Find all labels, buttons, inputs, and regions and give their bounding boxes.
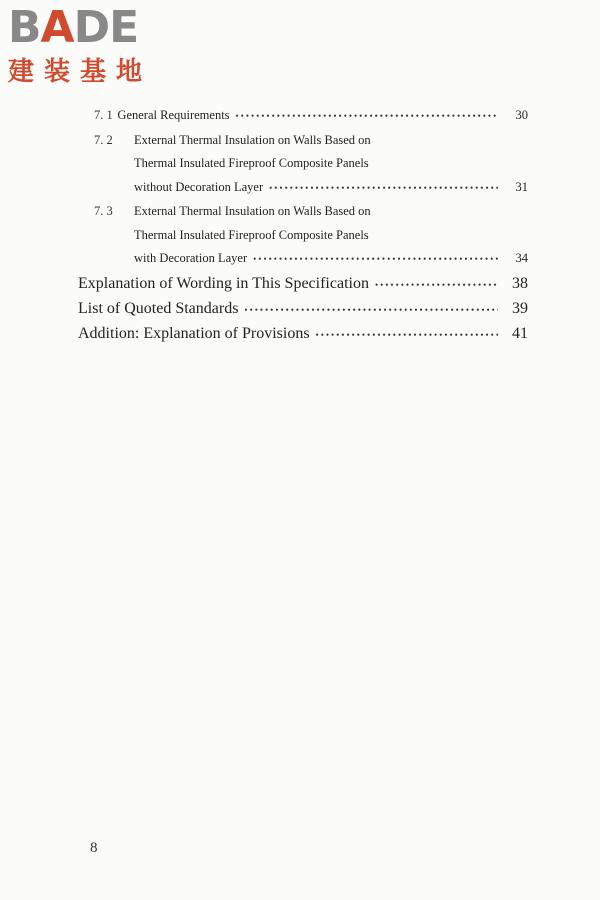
toc-entry-title-line: without Decoration Layer [134,179,264,194]
table-of-contents [78,104,528,347]
toc-entry-page: 38 [512,274,528,292]
toc-entry-7-3 [78,200,528,224]
toc-entry-list-of-quoted-standards [78,297,528,322]
bade-logo [8,2,188,90]
toc-entry-title: Addition: Explanation of Provisions [78,324,310,342]
toc-leader-dots [316,323,498,347]
toc-entry-title-line: Thermal Insulated Fireproof Composite Panels [134,227,369,242]
toc-entry-page: 31 [515,179,528,194]
toc-entry-number: 7. 1 [94,108,113,122]
toc-leader-dots [253,248,498,272]
toc-entry-title-line: Thermal Insulated Fireproof Composite Panels [134,156,369,170]
toc-entry-7-1 [78,104,528,129]
toc-entry-explanation-of-wording [78,272,528,297]
toc-entry-number: 7. 2 [94,132,113,147]
toc-entry-title-line: External Thermal Insulation on Walls Based on [134,204,371,218]
toc-entry-page: 30 [515,108,528,122]
toc-leader-dots [375,273,498,297]
toc-entry-addition-explanation [78,322,528,347]
toc-entry-7-3-cont [78,224,528,248]
logo-chinese-text: 建装基地 [8,57,153,87]
toc-entry-title: List of Quoted Standards [78,299,239,317]
toc-leader-dots [244,298,498,322]
toc-entry-title-line: with Decoration Layer [134,251,248,265]
toc-entry-page: 41 [512,324,528,342]
toc-leader-dots [236,105,498,129]
toc-entry-7-2 [78,129,528,153]
toc-entry-7-2-cont [78,152,528,176]
logo-wordmark: BADE [8,2,139,53]
page-number: 8 [90,840,98,856]
toc-entry-title: General Requirements [117,108,230,122]
toc-entry-7-3-end [78,247,528,272]
toc-entry-title-line: External Thermal Insulation on Walls Based on [134,132,371,147]
toc-entry-7-2-end [78,176,528,201]
toc-entry-page: 39 [512,299,528,317]
toc-entry-page: 34 [515,251,528,265]
toc-leader-dots [269,177,498,201]
toc-entry-number: 7. 3 [94,204,113,218]
toc-entry-title: Explanation of Wording in This Specification [78,274,369,292]
